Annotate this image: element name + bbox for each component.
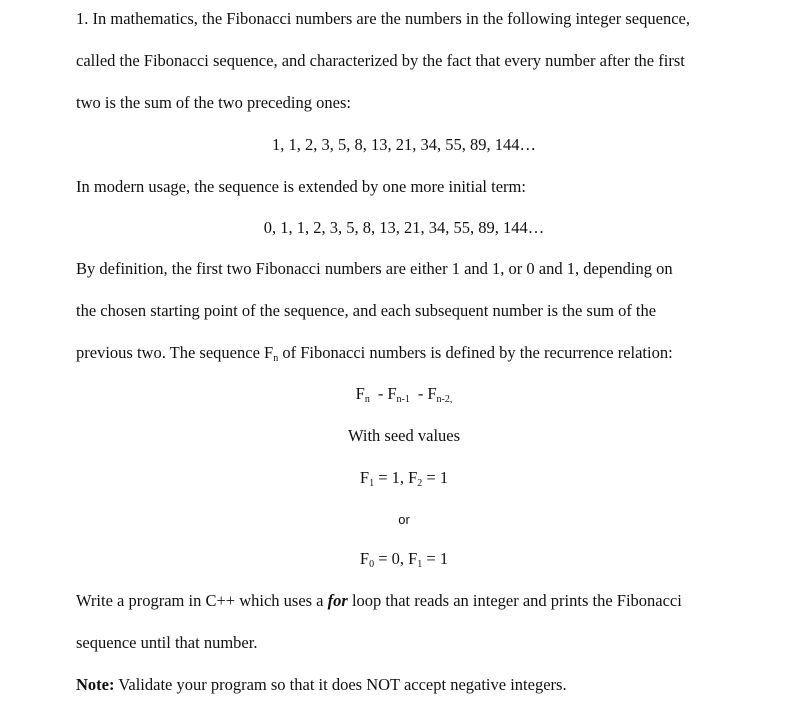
for-keyword: for <box>327 591 348 610</box>
seed-values-a: $F_1 = 1$, $F_2 = 1$ <box>359 468 449 489</box>
note-line: Note: Validate your program so that it does NOT accept negative integers. <box>76 675 567 694</box>
question-line-3: two is the sum of the two preceding ones: <box>76 93 351 112</box>
question-line-4: In modern usage, the sequence is extended by one more initial term: <box>76 177 526 196</box>
or-separator: or <box>398 512 410 527</box>
question-line-1: 1. In mathematics, the Fibonacci numbers are the numbers in the following integer sequence, <box>76 9 690 28</box>
sequence-2: 0, 1, 1, 2, 3, 5, 8, 13, 21, 34, 55, 89, 144… <box>263 218 545 237</box>
seed-values-b: $F_0 = 0$, $F_1 = 1$ <box>359 549 449 570</box>
question-line-6: the chosen starting point of the sequence, and each subsequent number is the sum of the <box>76 301 657 320</box>
question-line-7: previous two. The sequence $F_n$ of Fibonacci numbers is defined by the recurrence relation: <box>76 343 673 364</box>
task-line-1: Write a program in C++ which uses a for loop that reads an integer and prints the Fibonacci <box>76 591 682 610</box>
sequence-1: 1, 1, 2, 3, 5, 8, 13, 21, 34, 55, 89, 144… <box>272 135 536 154</box>
note-label: Note: <box>76 675 115 694</box>
task-line-2: sequence until that number. <box>76 633 258 652</box>
question-line-2: called the Fibonacci sequence, and characterized by the fact that every number after the first <box>76 51 685 70</box>
question-line-5: By definition, the first two Fibonacci numbers are either 1 and 1, or 0 and 1, depending on <box>76 259 673 278</box>
recurrence-relation: $F_n - F_{n-1} - F_{n-2,}$ <box>355 384 453 405</box>
seed-values-label: With seed values <box>347 426 461 445</box>
